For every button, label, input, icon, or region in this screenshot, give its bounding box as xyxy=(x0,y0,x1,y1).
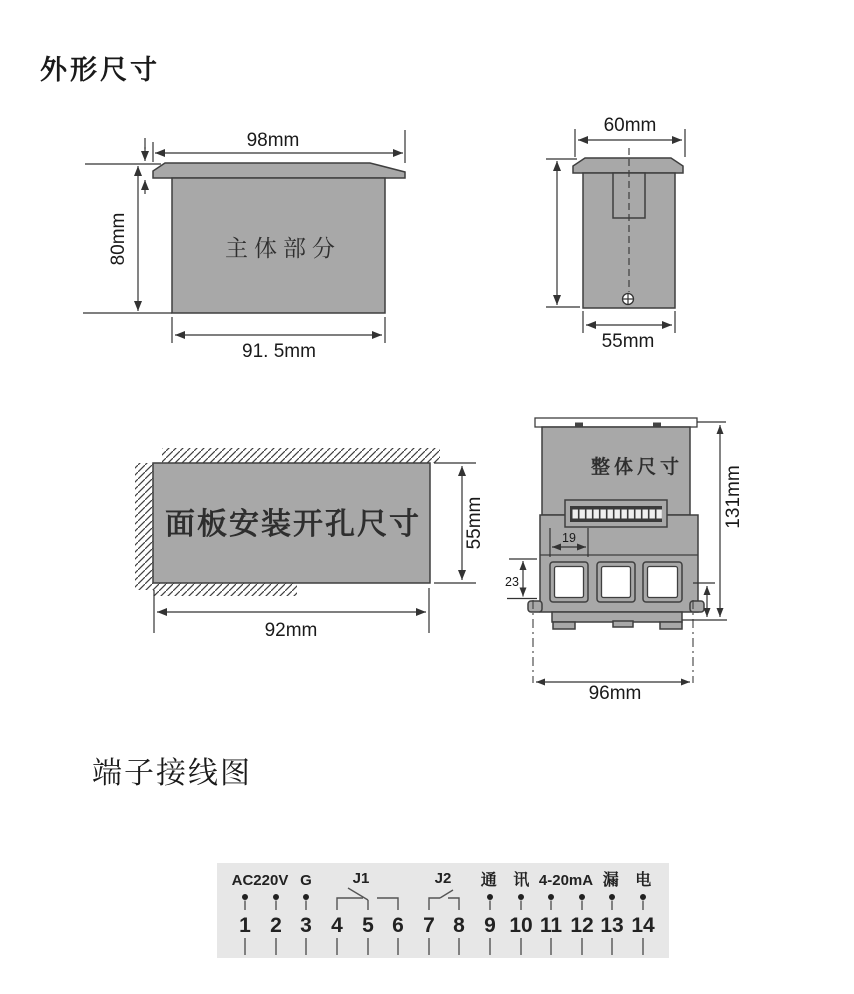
rear-dim-height xyxy=(697,422,744,617)
cutout-opening xyxy=(153,463,430,583)
front-bezel xyxy=(153,163,405,178)
label-leakage: 漏 电 xyxy=(602,872,658,889)
rear-dim-pitch-label: 19 xyxy=(562,531,576,545)
front-dim-bottom xyxy=(172,317,385,362)
rear-dim-width-label: 96mm xyxy=(588,683,642,704)
terminal-wiring-diagram xyxy=(215,858,675,968)
side-dim-bottom-label: 55mm xyxy=(601,331,655,352)
rear-dim-window-label: 23 xyxy=(505,575,519,589)
front-dim-top xyxy=(153,130,405,163)
cutout-dim-right xyxy=(434,463,485,583)
terminal-7: 7 xyxy=(423,914,435,937)
terminal-4: 4 xyxy=(331,914,343,937)
front-view-diagram xyxy=(75,105,445,370)
front-body xyxy=(172,178,385,313)
front-dim-bottom-label: 91. 5mm xyxy=(242,341,316,362)
terminal-6: 6 xyxy=(392,914,404,937)
side-dim-top xyxy=(575,115,685,157)
terminal-1: 1 xyxy=(239,914,251,937)
terminal-3: 3 xyxy=(300,914,312,937)
cutout-dim-bottom-label: 92mm xyxy=(264,620,318,641)
front-dim-top-label: 98mm xyxy=(246,130,300,151)
rear-view-diagram xyxy=(495,405,765,705)
outline-dimensions-title: 外形尺寸 xyxy=(40,55,160,85)
terminal-2: 2 xyxy=(270,914,282,937)
terminal-8: 8 xyxy=(453,914,465,937)
label-4-20ma: 4-20mA xyxy=(538,872,594,889)
label-communication: 通 讯 xyxy=(480,872,536,889)
terminal-14: 14 xyxy=(631,914,655,937)
terminal-5: 5 xyxy=(362,914,374,937)
label-ac220v: AC220V xyxy=(231,872,289,889)
front-dim-left-label: 80mm xyxy=(108,212,129,266)
rear-body-label: 整体尺寸 xyxy=(590,457,684,478)
terminal-12: 12 xyxy=(570,914,594,937)
rear-terminal-strip xyxy=(565,500,667,527)
rear-dim-window xyxy=(505,559,537,599)
label-relay-j1: J1 xyxy=(352,870,370,887)
rear-ct-windows xyxy=(550,562,682,602)
rear-flange xyxy=(535,418,697,427)
terminal-10: 10 xyxy=(509,914,533,937)
rear-dim-height-label: 131mm xyxy=(723,465,744,529)
side-dim-top-label: 60mm xyxy=(603,115,657,136)
terminal-wiring-title: 端子接线图 xyxy=(92,757,252,790)
terminal-9: 9 xyxy=(484,914,496,937)
cutout-label: 面板安装开孔尺寸 xyxy=(165,508,421,541)
panel-cutout-diagram xyxy=(110,430,500,645)
screw-icon xyxy=(623,294,634,305)
side-view-diagram xyxy=(520,105,780,365)
cutout-dim-right-label: 55mm xyxy=(464,496,485,550)
label-relay-j2: J2 xyxy=(434,870,452,887)
side-bezel xyxy=(573,158,683,173)
front-dim-left xyxy=(83,164,172,313)
terminal-13: 13 xyxy=(600,914,624,937)
label-ground: G xyxy=(300,872,312,889)
side-dim-left xyxy=(546,159,580,307)
front-body-label: 主体部分 xyxy=(225,235,341,261)
side-dim-bottom xyxy=(583,311,675,352)
terminal-11: 11 xyxy=(539,914,563,937)
